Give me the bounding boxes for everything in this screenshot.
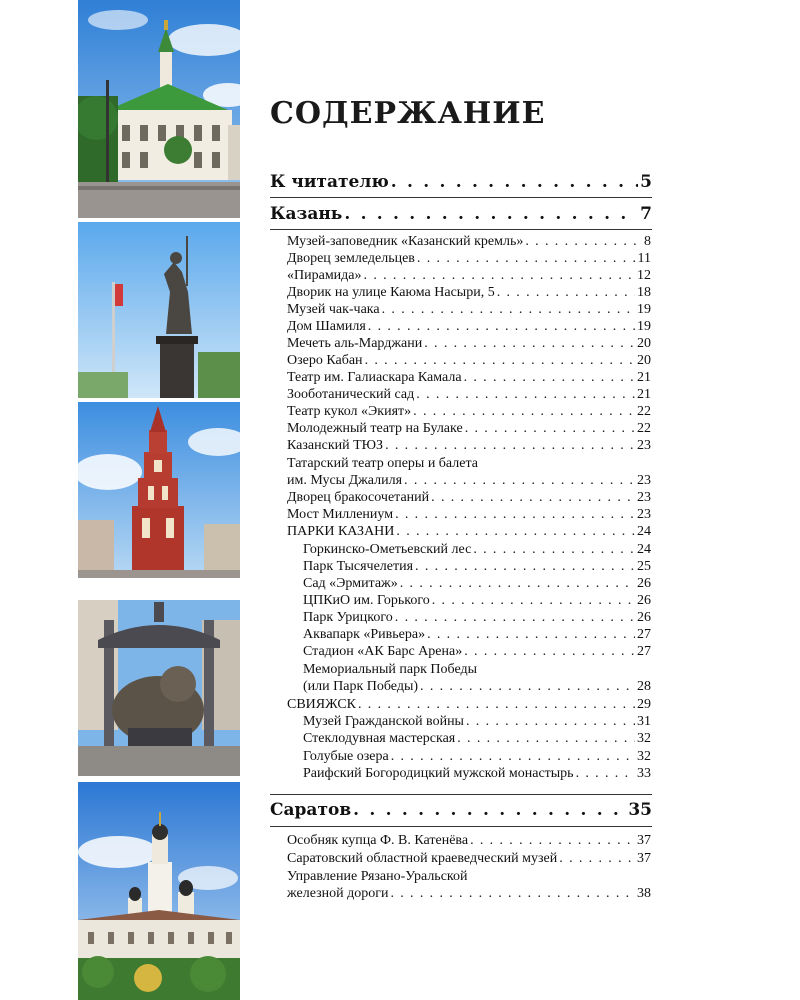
photo-bell-tower [78, 402, 240, 578]
toc-entry[interactable]: Парк Тысячелетия . . . 25 [303, 558, 651, 575]
photo-mosque [78, 0, 240, 218]
toc-entry[interactable]: (или Парк Победы) . . . 28 [303, 678, 651, 695]
toc-entry-line1[interactable]: Управление Рязано-Уральской [287, 869, 468, 884]
toc-entry[interactable]: Зооботанический сад . . . 21 [287, 386, 651, 403]
toc-entry[interactable]: Казанский ТЮЗ . . . 23 [287, 437, 651, 454]
section-divider [270, 197, 652, 198]
toc-entry[interactable]: Музей Гражданской войны . . . 31 [303, 713, 651, 730]
section-divider [270, 794, 652, 795]
toc-entry[interactable]: «Пирамида» . . . 12 [287, 267, 651, 284]
toc-entry[interactable]: Стадион «АК Барс Арена» . . . 27 [303, 643, 651, 660]
toc-entry[interactable]: ЦПКиО им. Горького . . . 26 [303, 592, 651, 609]
toc-entry-line1[interactable]: Мемориальный парк Победы [303, 662, 478, 677]
toc-entry[interactable]: Дворец земледельцев . . . 11 [287, 250, 651, 267]
toc-entry[interactable]: Раифский Богородицкий мужской монастырь . . . 33 [303, 765, 651, 782]
photo-strip [78, 0, 240, 1000]
toc-entry[interactable]: Дворец бракосочетаний . . . 23 [287, 489, 651, 506]
toc-section-reader[interactable]: К читателю . . . 5 [270, 172, 652, 192]
photo-cat-sculpture [78, 600, 240, 776]
toc-entry[interactable]: Мост Миллениум . . . 23 [287, 506, 651, 523]
section-divider [270, 229, 652, 230]
toc-entry[interactable]: Дворик на улице Каюма Насыри, 5 . . . 18 [287, 284, 651, 301]
leader-dots [391, 172, 638, 192]
toc-subsection-parks[interactable]: ПАРКИ КАЗАНИ . . . 24 [287, 523, 651, 540]
toc-entry[interactable]: Театр им. Галиаскара Камала . . . 21 [287, 369, 651, 386]
toc-entry[interactable]: железной дороги . . . 38 [287, 885, 651, 902]
toc-entry[interactable]: Саратовский областной краеведческий музей . . . 37 [287, 850, 651, 867]
toc-entry[interactable]: им. Мусы Джалиля . . . 23 [287, 472, 651, 489]
toc-entry[interactable]: Музей чак-чака . . . 19 [287, 301, 651, 318]
section-divider [270, 826, 652, 827]
toc-entry[interactable]: Голубые озера . . . 32 [303, 748, 651, 765]
leader-dots [353, 800, 626, 820]
photo-monastery [78, 782, 240, 1000]
toc-entry[interactable]: Театр кукол «Экият» . . . 22 [287, 403, 651, 420]
leader-dots [344, 204, 638, 224]
toc-entry[interactable]: Особняк купца Ф. В. Катенёва . . . 37 [287, 832, 651, 849]
toc-entry[interactable]: Дом Шамиля . . . 19 [287, 318, 651, 335]
toc-entry[interactable]: Озеро Кабан . . . 20 [287, 352, 651, 369]
toc-section-kazan[interactable]: Казань . . . 7 [270, 204, 652, 224]
toc-entry[interactable]: Мечеть аль-Марджани . . . 20 [287, 335, 651, 352]
toc-entry[interactable]: Горкинско-Ометьевский лес . . . 24 [303, 541, 651, 558]
toc-entry[interactable]: Стеклодувная мастерская . . . 32 [303, 730, 651, 747]
page-title: СОДЕРЖАНИЕ [270, 96, 546, 131]
toc-entry[interactable]: Молодежный театр на Булаке . . . 22 [287, 420, 651, 437]
toc-section-saratov[interactable]: Саратов . . . 35 [270, 800, 652, 820]
photo-monument [78, 222, 240, 398]
toc-entry-line1[interactable]: Татарский театр оперы и балета [287, 456, 478, 471]
toc-subsection-sviyazhsk[interactable]: СВИЯЖСК . . . 29 [287, 696, 651, 713]
toc-entry[interactable]: Аквапарк «Ривьера» . . . 27 [303, 626, 651, 643]
toc-entry[interactable]: Парк Урицкого . . . 26 [303, 609, 651, 626]
toc-entry[interactable]: Сад «Эрмитаж» . . . 26 [303, 575, 651, 592]
toc-entry[interactable]: Музей-заповедник «Казанский кремль» . . . 8 [287, 233, 651, 250]
